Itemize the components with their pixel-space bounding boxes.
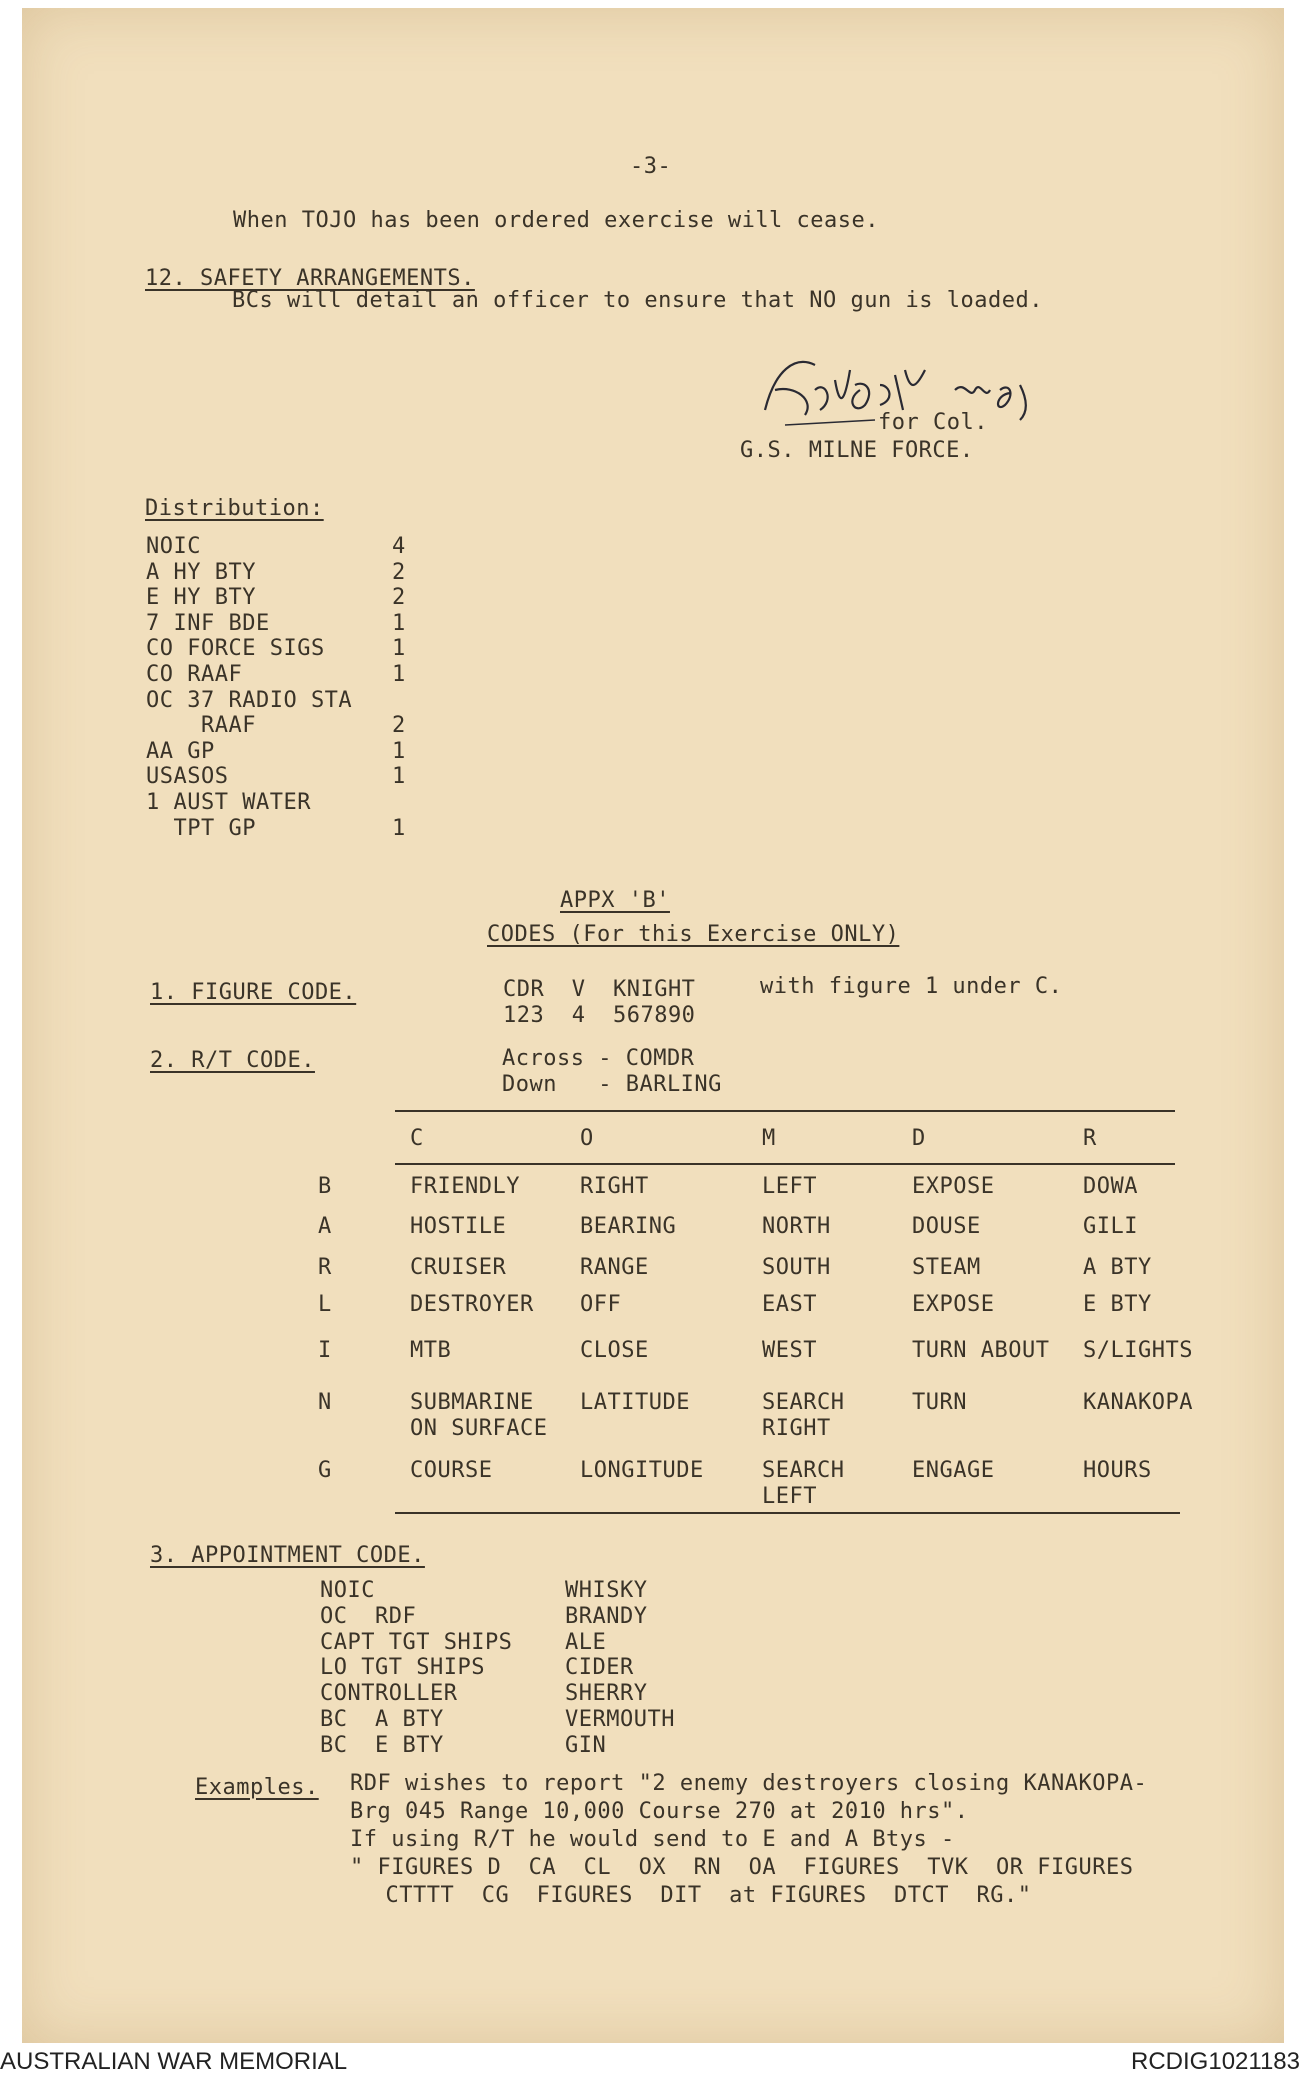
table-cell: DOWA — [1083, 1174, 1138, 1199]
examples-line: CTTTT CG FIGURES DIT at FIGURES DTCT RG." — [358, 1883, 1032, 1908]
figure-code-letters: CDR V KNIGHT — [503, 977, 696, 1002]
appx-title: APPX 'B' — [560, 888, 670, 913]
table-cell: TURN — [912, 1390, 967, 1415]
distribution-heading: Distribution: — [145, 496, 324, 521]
table-cell: RANGE — [580, 1255, 649, 1280]
examples-line: " FIGURES D CA CL OX RN OA FIGURES TVK OR FIGURES — [350, 1855, 1134, 1880]
table-row-key: L — [318, 1292, 332, 1317]
table-cell: OFF — [580, 1292, 622, 1317]
distribution-item-count: 2 — [392, 585, 406, 611]
table-cell: E BTY — [1083, 1292, 1152, 1317]
distribution-item-count: 1 — [392, 738, 406, 764]
appointment-role: LO TGT SHIPS — [320, 1655, 485, 1681]
table-cell: NORTH — [762, 1214, 831, 1239]
appointment-code: GIN — [565, 1732, 607, 1758]
table-cell: EAST — [762, 1292, 817, 1317]
distribution-item-count: 1 — [392, 662, 406, 687]
table-column-header: D — [912, 1126, 926, 1151]
rt-code-across: Across - COMDR — [502, 1046, 695, 1071]
table-row-key: A — [318, 1214, 332, 1239]
appointment-code: WHISKY — [565, 1578, 648, 1603]
rt-code-heading: 2. R/T CODE. — [150, 1048, 315, 1073]
table-bottom-rule — [395, 1512, 1180, 1514]
table-cell: SEARCH LEFT — [762, 1458, 845, 1509]
table-cell: EXPOSE — [912, 1292, 995, 1317]
appointment-code: CIDER — [565, 1655, 634, 1681]
distribution-item-name: 1 AUST WATER — [146, 790, 311, 815]
appointment-code: BRANDY — [565, 1603, 648, 1629]
table-cell: SOUTH — [762, 1255, 831, 1280]
appointment-code: SHERRY — [565, 1681, 648, 1707]
table-column-header: C — [410, 1126, 424, 1151]
appointment-role: CAPT TGT SHIPS — [320, 1629, 513, 1655]
distribution-item-count: 1 — [392, 636, 406, 662]
distribution-item-name: OC 37 RADIO STA — [146, 687, 353, 713]
table-cell: COURSE — [410, 1458, 493, 1483]
table-cell: HOSTILE — [410, 1214, 507, 1239]
table-cell: CLOSE — [580, 1338, 649, 1363]
figure-code-note: with figure 1 under C. — [760, 974, 1063, 999]
examples-line: If using R/T he would send to E and A Btys - — [350, 1827, 955, 1852]
figure-code-digits: 123 4 567890 — [503, 1003, 696, 1028]
examples-line: Brg 045 Range 10,000 Course 270 at 2010 hrs". — [350, 1799, 969, 1824]
appointment-role: CONTROLLER — [320, 1681, 458, 1707]
table-column-header: R — [1083, 1126, 1097, 1151]
table-cell: S/LIGHTS — [1083, 1338, 1193, 1363]
page-number: -3- — [630, 154, 672, 179]
distribution-item-count: 1 — [392, 815, 406, 841]
safety-text: BCs will detail an officer to ensure that NO gun is loaded. — [232, 288, 1043, 313]
appointment-code: VERMOUTH — [565, 1707, 675, 1732]
distribution-item-count: 1 — [392, 610, 406, 636]
table-cell: EXPOSE — [912, 1174, 995, 1199]
table-cell: BEARING — [580, 1214, 677, 1239]
footer-right: RCDIG1021183 — [1131, 2048, 1300, 2075]
table-cell: KANAKOPA — [1083, 1390, 1193, 1415]
intro-line: When TOJO has been ordered exercise will cease. — [233, 208, 880, 233]
table-row-key: G — [318, 1458, 332, 1483]
table-cell: LEFT — [762, 1174, 817, 1199]
rt-code-down: Down - BARLING — [502, 1072, 722, 1097]
table-cell: LONGITUDE — [580, 1458, 704, 1483]
appointment-role: BC A BTY — [320, 1707, 444, 1732]
appointment-role: BC E BTY — [320, 1732, 444, 1758]
distribution-item-name: AA GP — [146, 738, 215, 764]
table-top-rule — [395, 1110, 1175, 1112]
distribution-item-count: 2 — [392, 713, 406, 739]
table-row-key: R — [318, 1255, 332, 1280]
distribution-item-name: RAAF — [146, 713, 256, 739]
table-cell: DESTROYER — [410, 1292, 534, 1317]
safety-heading: 12. SAFETY ARRANGEMENTS. — [145, 266, 475, 291]
distribution-item-name: TPT GP — [146, 815, 256, 841]
distribution-item-name: 7 INF BDE — [146, 610, 270, 636]
table-cell: SEARCH RIGHT — [762, 1390, 845, 1441]
distribution-item-name: NOIC — [146, 534, 201, 559]
table-row-key: N — [318, 1390, 332, 1415]
table-cell: SUBMARINE ON SURFACE — [410, 1390, 548, 1441]
appointment-role: NOIC — [320, 1578, 375, 1603]
table-cell: LATITUDE — [580, 1390, 690, 1415]
distribution-item-name: CO RAAF — [146, 662, 243, 687]
table-column-header: M — [762, 1126, 776, 1151]
examples-label: Examples. — [195, 1775, 319, 1800]
distribution-item-count: 2 — [392, 559, 406, 585]
table-cell: A BTY — [1083, 1255, 1152, 1280]
examples-line: RDF wishes to report "2 enemy destroyers closing KANAKOPA- — [350, 1771, 1148, 1796]
footer-left: AUSTRALIAN WAR MEMORIAL — [0, 2048, 348, 2075]
table-cell: HOURS — [1083, 1458, 1152, 1483]
signature-for-line: for Col. — [878, 410, 988, 435]
signature-unit-line: G.S. MILNE FORCE. — [740, 438, 974, 463]
table-cell: RIGHT — [580, 1174, 649, 1199]
table-header-rule — [395, 1163, 1175, 1165]
distribution-item-name: USASOS — [146, 764, 229, 790]
table-row-key: B — [318, 1174, 332, 1199]
table-cell: MTB — [410, 1338, 452, 1363]
distribution-item-name: E HY BTY — [146, 585, 256, 611]
distribution-item-count: 4 — [392, 534, 406, 559]
table-cell: CRUISER — [410, 1255, 507, 1280]
table-cell: TURN ABOUT — [912, 1338, 1050, 1363]
distribution-item-name: A HY BTY — [146, 559, 256, 585]
table-cell: ENGAGE — [912, 1458, 995, 1483]
table-row-key: I — [318, 1338, 332, 1363]
table-column-header: O — [580, 1126, 594, 1151]
appointment-role: OC RDF — [320, 1603, 417, 1629]
table-cell: STEAM — [912, 1255, 981, 1280]
appx-subtitle: CODES (For this Exercise ONLY) — [487, 922, 900, 947]
appointment-code-heading: 3. APPOINTMENT CODE. — [150, 1543, 425, 1568]
distribution-item-count: 1 — [392, 764, 406, 790]
table-cell: GILI — [1083, 1214, 1138, 1239]
table-cell: DOUSE — [912, 1214, 981, 1239]
distribution-item-name: CO FORCE SIGS — [146, 636, 325, 662]
appointment-code: ALE — [565, 1629, 607, 1655]
table-cell: WEST — [762, 1338, 817, 1363]
table-cell: FRIENDLY — [410, 1174, 520, 1199]
figure-code-heading: 1. FIGURE CODE. — [150, 980, 357, 1005]
